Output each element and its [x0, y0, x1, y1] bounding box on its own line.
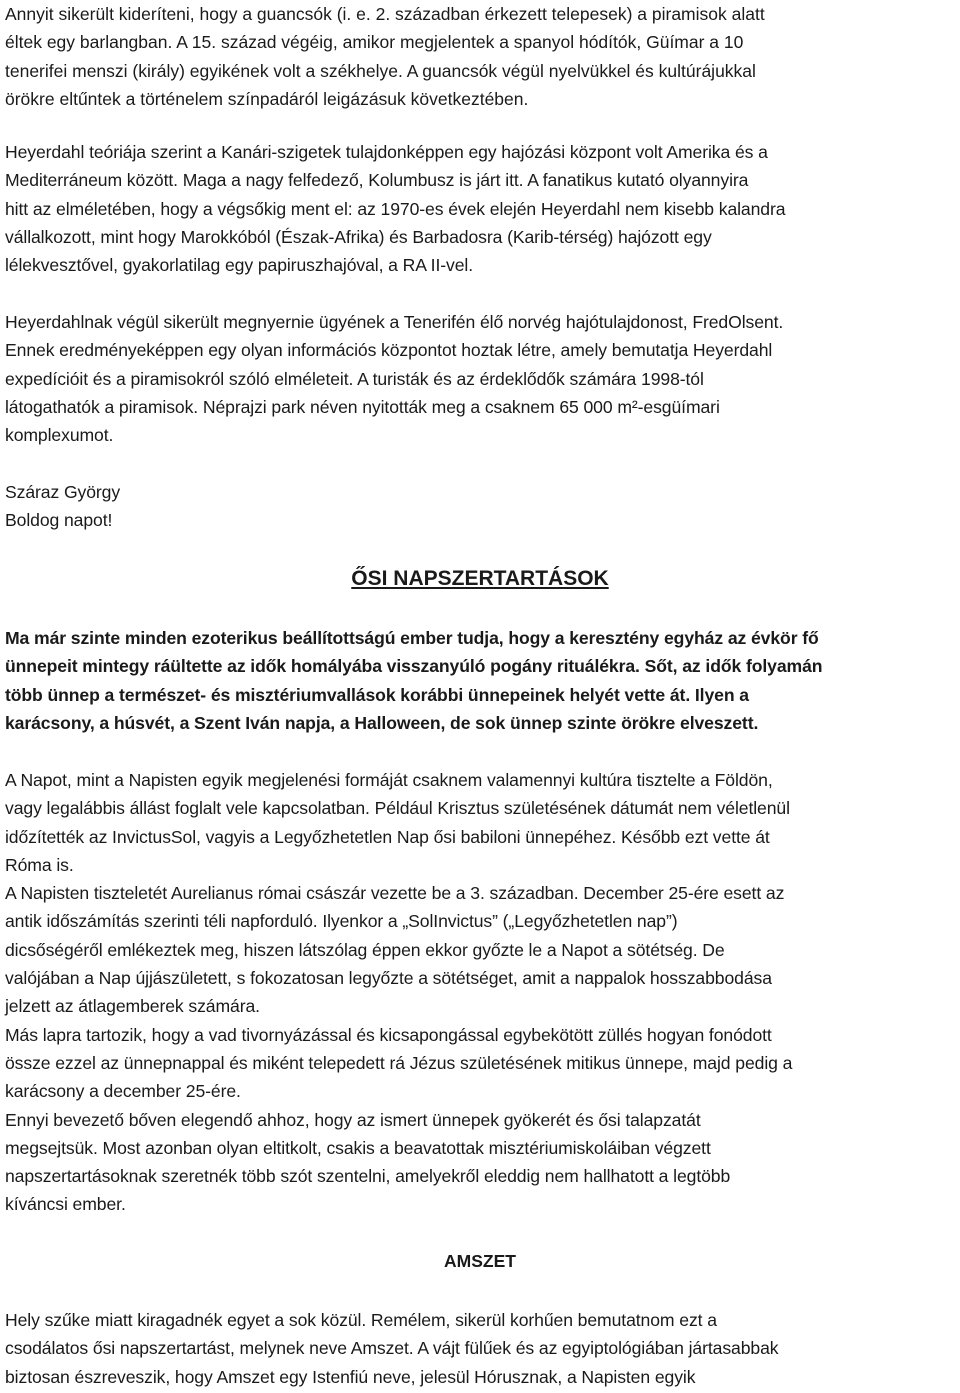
text-line: komplexumot. [5, 425, 114, 446]
text-line: A Napot, mint a Napisten egyik megjelenési formáját csaknem valamennyi kultúra tisztelte a Földön, [5, 770, 773, 790]
text-line: antik időszámítás szerinti téli napforduló. Ilyenkor a „SolInvictus” („Legyőzhetetlen nap”) [5, 911, 678, 932]
text-line: karácsony a december 25-ére. [5, 1081, 241, 1102]
text-line: Róma is. [5, 854, 74, 875]
paragraph-heyerdahl-theory [5, 138, 955, 279]
text-line: Más lapra tartozik, hogy a vad tivornyázással és kicsapongással egybekötött züllés hogyan fonódott [5, 1024, 772, 1045]
text-line: kíváncsi ember. [5, 1194, 126, 1215]
paragraph-sun-worship [5, 766, 955, 1219]
text-line: hitt az elméletében, hogy a végsőkig ment el: az 1970-es évek elején Heyerdahl nem kisebb kalandra [5, 198, 786, 219]
author-name: Száraz György [5, 482, 121, 502]
text-line: Ennyi bevezető bőven elegendő ahhoz, hogy az ismert ünnepek gyökerét és ősi talapzatát [5, 1109, 701, 1130]
text-line: Heyerdahlnak végül sikerült megnyernie ügyének a Tenerifén élő norvég hajótulajdonost, FredOlsent. [5, 312, 784, 332]
text-line: megsejtsük. Most azonban olyan eltitkolt, csakis a beavatottak misztériumiskoláiban végzett [5, 1137, 711, 1158]
text-line: örökre eltűntek a történelem színpadáról leigázásuk következtében. [5, 88, 529, 109]
text-line: lélekvesztővel, gyakorlatilag egy papiruszhajóval, a RA II-vel. [5, 255, 473, 276]
text-line: Ennek eredményeképpen egy olyan információs központot hoztak létre, amely bemutatja Heyerdahl [5, 340, 773, 361]
text-line: csodálatos ősi napszertartást, melynek neve Amszet. A vájt fülűek és az egyiptológiában jártasabbak [5, 1338, 779, 1359]
text-line: Annyit sikerült kideríteni, hogy a guancsók (i. e. 2. században érkezett telepesek) a piramisok alatt [5, 4, 765, 24]
text-line: napszertartásoknak szeretnék több szót szentelni, amelyekről eleddig nem hallhatott a legtöbb [5, 1166, 731, 1187]
text-line: időzítették az InvictusSol, vagyis a Legyőzhetetlen Nap ősi babiloni ünnepéhez. Később ezt vette át [5, 826, 770, 847]
text-line: expedícióit és a piramisokról szóló elméleteit. A turisták és az érdeklődők számára 1998-tól [5, 368, 704, 389]
text-line: Heyerdahl teóriája szerint a Kanári-szigetek tulajdonképpen egy hajózási központ volt Amerika és a [5, 142, 768, 162]
text-line: Ma már szinte minden ezoterikus beállítottságú ember tudja, hogy a keresztény egyház az évkör fő [5, 628, 819, 648]
text-line: karácsony, a húsvét, a Szent Iván napja, a Halloween, de sok ünnep szinte örökre elveszett. [5, 712, 759, 733]
text-line: A Napisten tiszteletét Aurelianus római császár vezette be a 3. században. December 25-ére esett az [5, 883, 785, 904]
text-line: dicsőségéről emlékeztek meg, hiszen látszólag éppen ekkor győzte le a Napot a sötétség. De [5, 939, 725, 960]
paragraph-guanches [5, 0, 955, 113]
section-title-amszet: AMSZET [444, 1251, 516, 1271]
paragraph-amszet [5, 1306, 955, 1391]
text-line: vagy legalábbis állást foglalt vele kapcsolatban. Például Krisztus születésének dátumát nem véletlenül [5, 798, 790, 819]
text-line: biztosan észreveszik, hogy Amszet egy Istenfiú neve, jelesül Hórusznak, a Napisten egyik [5, 1366, 696, 1387]
text-line: Mediterráneum között. Maga a nagy felfedező, Kolumbusz is járt itt. A fanatikus kutató olyannyira [5, 170, 749, 191]
text-line: valójában a Nap újjászületett, s fokozatosan legyőzte a sötétséget, amit a nappalok hosszabbodása [5, 968, 772, 989]
text-line: Hely szűke miatt kiragadnék egyet a sok közül. Remélem, sikerül korhűen bemutatnom ezt a [5, 1310, 717, 1330]
text-line: több ünnep a természet- és misztériumvallások korábbi ünnepeinek helyét vette át. Ilyen a [5, 684, 749, 705]
section-title-osi-napszertartasok: ŐSI NAPSZERTARTÁSOK [351, 567, 609, 590]
text-line: vállalkozott, mint hogy Marokkóból (Észak-Afrika) és Barbadosra (Karib-térség) hajózott egy [5, 226, 712, 247]
intro-paragraph-bold [5, 624, 955, 737]
text-line: tenerifei menszi (király) egyikének volt a székhelye. A guancsók végül nyelvükkel és kultúrájukkal [5, 60, 756, 81]
greeting: Boldog napot! [5, 510, 113, 531]
text-line: össze ezzel az ünnepnappal és miként telepedett rá Jézus születésének mitikus ünnepe, majd pedig a [5, 1052, 793, 1073]
text-line: jelzett az átlagemberek számára. [5, 996, 260, 1017]
author-signature [5, 478, 955, 535]
paragraph-information-center [5, 308, 955, 449]
text-line: ünnepeit mintegy ráültette az idők homályába visszanyúló pogány rituálékra. Sőt, az idők folyamán [5, 656, 823, 677]
text-line: látogathatók a piramisok. Néprajzi park néven nyitották meg a csaknem 65 000 m²-esgüímari [5, 396, 720, 417]
text-line: éltek egy barlangban. A 15. század végéig, amikor megjelentek a spanyol hódítók, Güímar a 10 [5, 32, 744, 53]
